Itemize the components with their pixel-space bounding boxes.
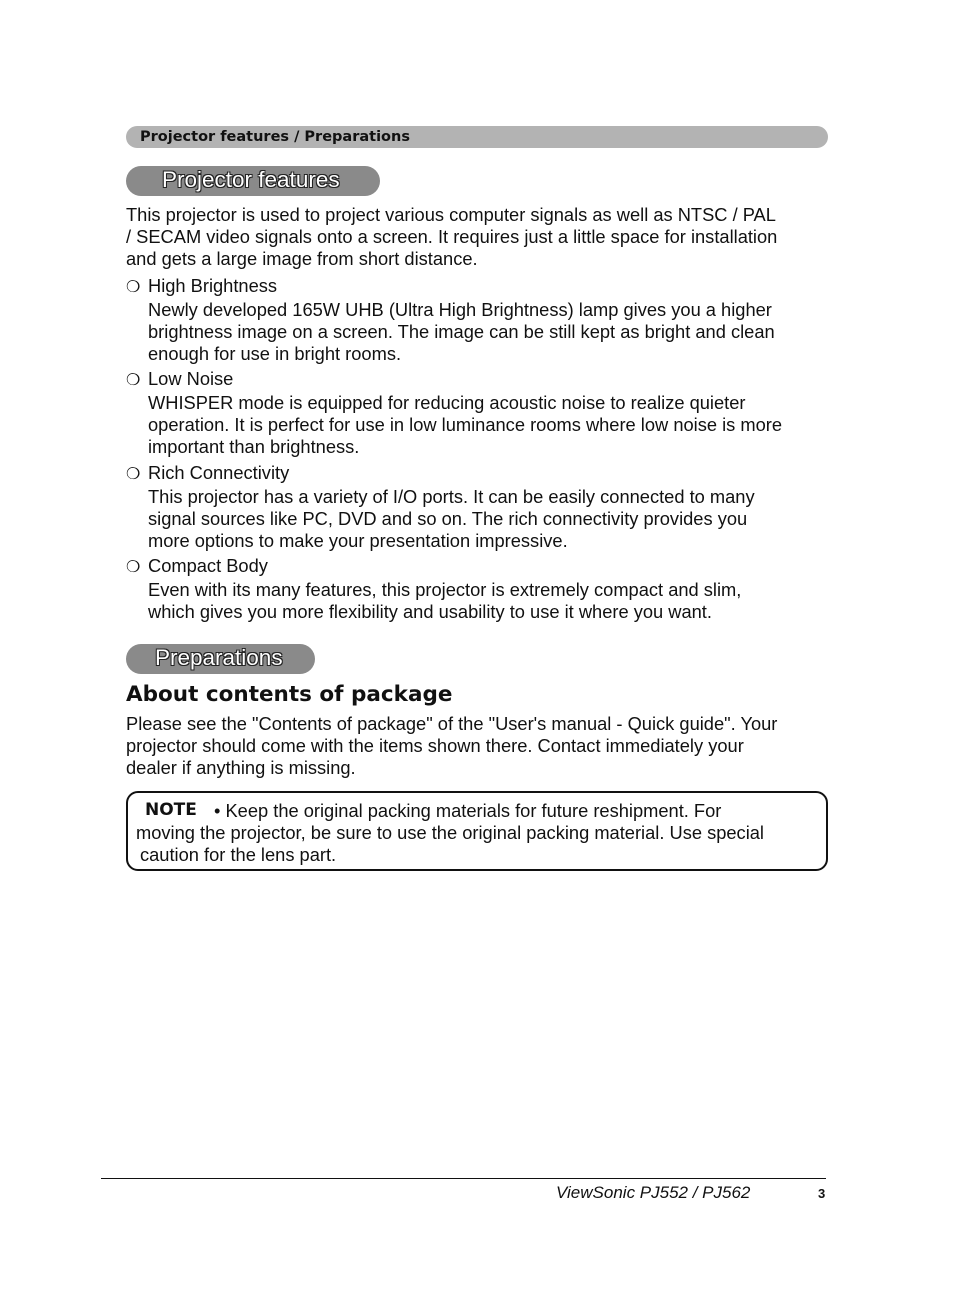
note-text-line: • Keep the original packing materials for future reshipment. For bbox=[214, 800, 722, 821]
breadcrumb-bar bbox=[126, 126, 828, 148]
hollow-circle-bullet-icon: ❍ bbox=[126, 559, 141, 576]
feature-item bbox=[126, 368, 826, 458]
hollow-circle-bullet-icon: ❍ bbox=[126, 466, 141, 483]
feature-description: This projector has a variety of I/O ports. It can be easily connected to many signal sources like PC, DVD and so on. The rich connectivity provides you more options to make your presentation impressive. bbox=[148, 486, 755, 551]
feature-title: Rich Connectivity bbox=[148, 462, 290, 483]
section-heading-preparations-label: Preparations bbox=[155, 645, 283, 670]
note-text-line: caution for the lens part. bbox=[140, 844, 337, 865]
feature-item bbox=[126, 275, 826, 365]
breadcrumb: Projector features / Preparations bbox=[140, 129, 410, 145]
features-intro-paragraph: This projector is used to project various computer signals as well as NTSC / PAL / SECAM video signals onto a screen. It requires just a little space for installation and gets a large image from short distance. bbox=[126, 204, 778, 269]
hollow-circle-bullet-icon: ❍ bbox=[126, 279, 141, 296]
feature-description: Newly developed 165W UHB (Ultra High Brightness) lamp gives you a higher brightness image on a screen. The image can be still kept as bright and clean enough for use in bright rooms. bbox=[148, 299, 775, 364]
feature-item bbox=[126, 555, 826, 623]
footer-divider bbox=[101, 1178, 826, 1179]
footer-model-name: ViewSonic PJ552 / PJ562 bbox=[556, 1183, 751, 1202]
feature-description: WHISPER mode is equipped for reducing acoustic noise to realize quieter operation. It is perfect for use in low luminance rooms where low noise is more important than brightness. bbox=[148, 392, 783, 457]
section-heading-preparations bbox=[126, 644, 315, 674]
hollow-circle-bullet-icon: ❍ bbox=[126, 372, 141, 389]
package-subheading: About contents of package bbox=[126, 682, 453, 707]
note-label: NOTE bbox=[145, 800, 197, 820]
note-text-line: moving the projector, be sure to use the original packing material. Use special bbox=[136, 822, 764, 843]
feature-description: Even with its many features, this projector is extremely compact and slim, which gives you more flexibility and usability to use it where you want. bbox=[148, 579, 742, 622]
section-heading-features bbox=[126, 166, 380, 196]
package-paragraph: Please see the "Contents of package" of the "User's manual - Quick guide". Your projector should come with the items shown there. Contact immediately your dealer if anything is missing. bbox=[126, 713, 778, 778]
feature-title: High Brightness bbox=[148, 275, 278, 296]
feature-title: Low Noise bbox=[148, 368, 234, 389]
feature-title: Compact Body bbox=[148, 555, 268, 576]
section-heading-features-label: Projector features bbox=[162, 167, 340, 192]
feature-item bbox=[126, 462, 826, 552]
page-number: 3 bbox=[818, 1186, 826, 1201]
note-box bbox=[126, 791, 828, 871]
